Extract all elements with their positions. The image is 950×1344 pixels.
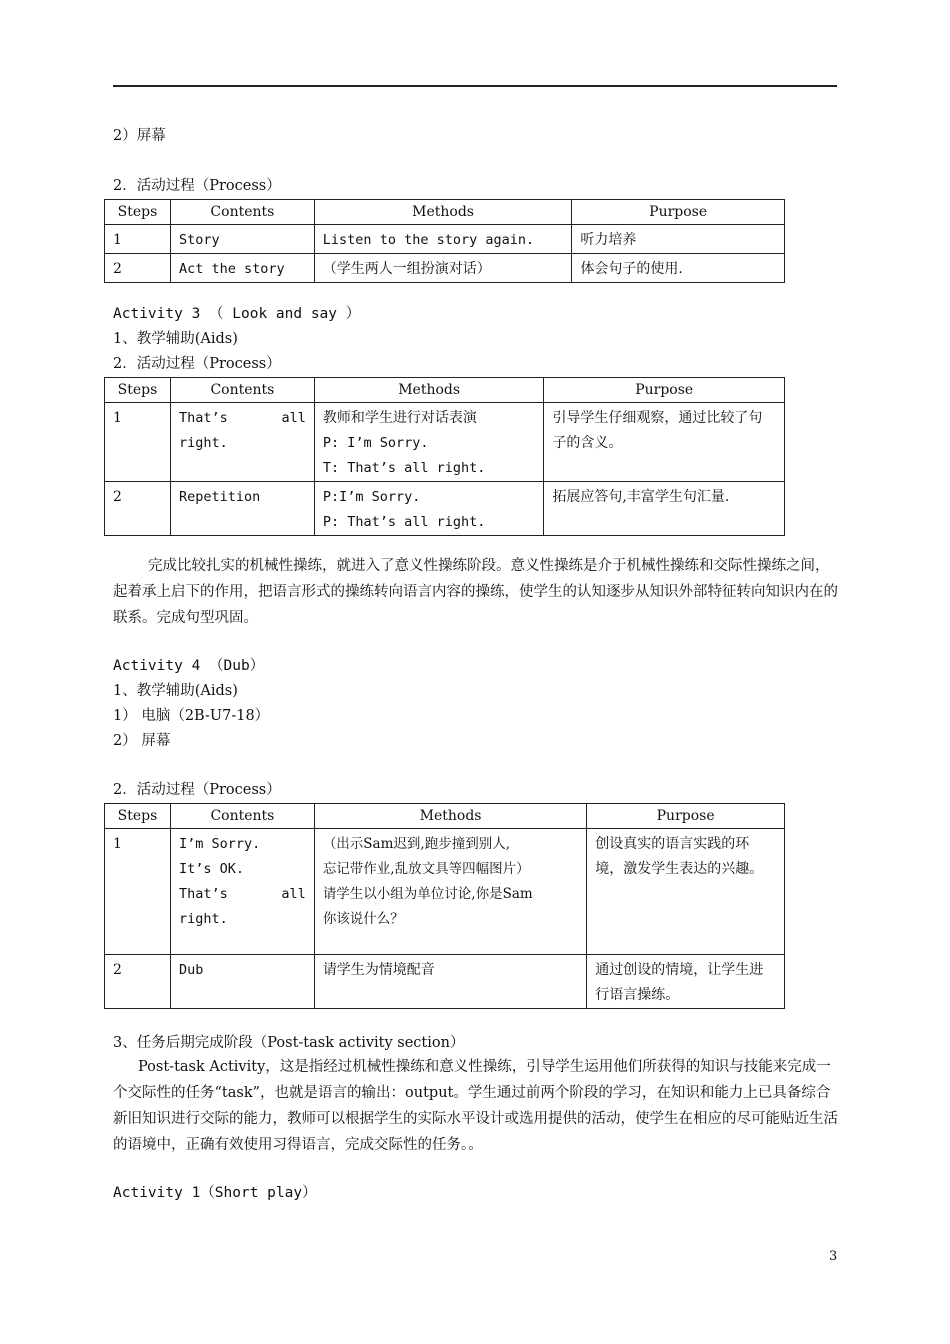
methods-line: 忘记带作业,乱放文具等四幅图片） (322, 861, 530, 877)
cell-methods: （学生两人一组扮演对话） (314, 254, 572, 283)
cell-step: 2 (105, 254, 171, 283)
header-purpose: Purpose (572, 200, 785, 225)
cell-methods (314, 403, 544, 482)
activity-3-heading: Activity 3 （ Look and say ） (113, 306, 361, 322)
process-heading-3: 2．活动过程（Process） (113, 356, 281, 372)
cell-step: 1 (105, 225, 171, 254)
header-contents: Contents (170, 804, 314, 829)
table-header-row (105, 200, 785, 225)
cell-step: 1 (105, 403, 171, 482)
cell-purpose: 体会句子的使用. (572, 254, 785, 283)
contents-word: That’s (178, 886, 228, 902)
screen-item-4: 2） 屏幕 (113, 733, 171, 749)
table-row (105, 829, 785, 955)
header-contents: Contents (170, 200, 314, 225)
cell-contents: Dub (170, 955, 314, 1009)
table-header-row (105, 378, 785, 403)
cell-purpose: 听力培养 (572, 225, 785, 254)
cell-methods: Listen to the story again. (314, 225, 572, 254)
methods-line: 请学生以小组为单位讨论,你是Sam (322, 886, 533, 902)
header-rule (113, 85, 837, 87)
cell-contents: Repetition (170, 482, 314, 536)
cell-methods (314, 829, 586, 955)
methods-line: 你该说什么？ (322, 911, 404, 927)
cell-purpose: 引导学生仔细观察，通过比较了句子的含义。 (544, 403, 785, 482)
cell-step: 2 (105, 482, 171, 536)
cell-methods (314, 482, 544, 536)
process-heading-4: 2．活动过程（Process） (113, 782, 281, 798)
cell-purpose: 拓展应答句,丰富学生句汇量. (544, 482, 785, 536)
contents-line: right. (178, 911, 228, 927)
header-methods: Methods (314, 804, 586, 829)
cell-step: 2 (105, 955, 171, 1009)
contents-word: right. (178, 435, 228, 451)
header-purpose: Purpose (587, 804, 785, 829)
page-number: 3 (829, 1249, 838, 1264)
table-header-row (105, 804, 785, 829)
cell-purpose: 创设真实的语言实践的环境，激发学生表达的兴趣。 (587, 829, 785, 955)
computer-item-4: 1） 电脑（2B-U7-18） (113, 708, 270, 724)
aids-heading-3: 1、教学辅助(Aids) (113, 331, 238, 347)
aids-heading-4: 1、教学辅助(Aids) (113, 683, 238, 699)
activity-1-heading: Activity 1（Short play） (113, 1185, 317, 1201)
header-methods: Methods (314, 200, 572, 225)
activity-4-heading: Activity 4 （Dub） (113, 658, 265, 674)
header-steps: Steps (105, 804, 171, 829)
contents-line: I’m Sorry. (178, 836, 261, 852)
methods-line: （出示Sam迟到,跑步撞到别人, (322, 836, 510, 852)
header-steps: Steps (105, 378, 171, 403)
cell-contents (170, 403, 314, 482)
cell-purpose: 通过创设的情境，让学生进行语言操练。 (587, 955, 785, 1009)
contents-word: That’s (178, 410, 228, 426)
cell-methods: 请学生为情境配音 (314, 955, 586, 1009)
table-row (105, 403, 785, 482)
contents-line: It’s OK. (178, 861, 244, 877)
header-purpose: Purpose (544, 378, 785, 403)
methods-line: P: That’s all right. (322, 514, 486, 530)
methods-line: T: That’s all right. (322, 460, 486, 476)
table-row (105, 482, 785, 536)
methods-line: 教师和学生进行对话表演 (322, 410, 477, 426)
paragraph-post-task: Post-task Activity，这是指经过机械性操练和意义性操练，引导学生运用他们所获得的知识与技能来完成一个交际性的任务“task”，也就是语言的输出：output。学生通过前两个阶段的学习，在知识和能力上已具备综合新旧知识进行交际的能力，教师可以根据学生的实际水平设计或选用提供的活动，使学生在相应的尽可能贴近生活的语境中，正确有效使用习得语言，完成交际性的任务。。 (113, 1059, 838, 1153)
contents-word: all (281, 886, 306, 902)
post-task-heading: 3、任务后期完成阶段（Post-task activity section） (113, 1035, 465, 1051)
cell-contents: Act the story (170, 254, 314, 283)
table-row (105, 225, 785, 254)
header-contents: Contents (170, 378, 314, 403)
cell-step: 1 (105, 829, 171, 955)
table-row (105, 955, 785, 1009)
table-row (105, 254, 785, 283)
screen-item-1: 2）屏幕 (113, 128, 166, 144)
header-methods: Methods (314, 378, 544, 403)
process-table-1 (104, 199, 785, 283)
cell-contents: Story (170, 225, 314, 254)
methods-line: P: I’m Sorry. (322, 435, 429, 451)
header-steps: Steps (105, 200, 171, 225)
process-table-3 (104, 803, 785, 1009)
process-table-2 (104, 377, 785, 536)
methods-line: P:I’m Sorry. (322, 489, 421, 505)
contents-word: all (281, 410, 306, 426)
paragraph-meaningful-practice: 完成比较扎实的机械性操练，就进入了意义性操练阶段。意义性操练是介于机械性操练和交际性操练之间，起着承上启下的作用，把语言形式的操练转向语言内容的操练，使学生的认知逐步从知识外部特征转向知识内在的联系。完成句型巩固。 (113, 558, 838, 626)
cell-contents (170, 829, 314, 955)
process-heading-1: 2．活动过程（Process） (113, 178, 281, 194)
